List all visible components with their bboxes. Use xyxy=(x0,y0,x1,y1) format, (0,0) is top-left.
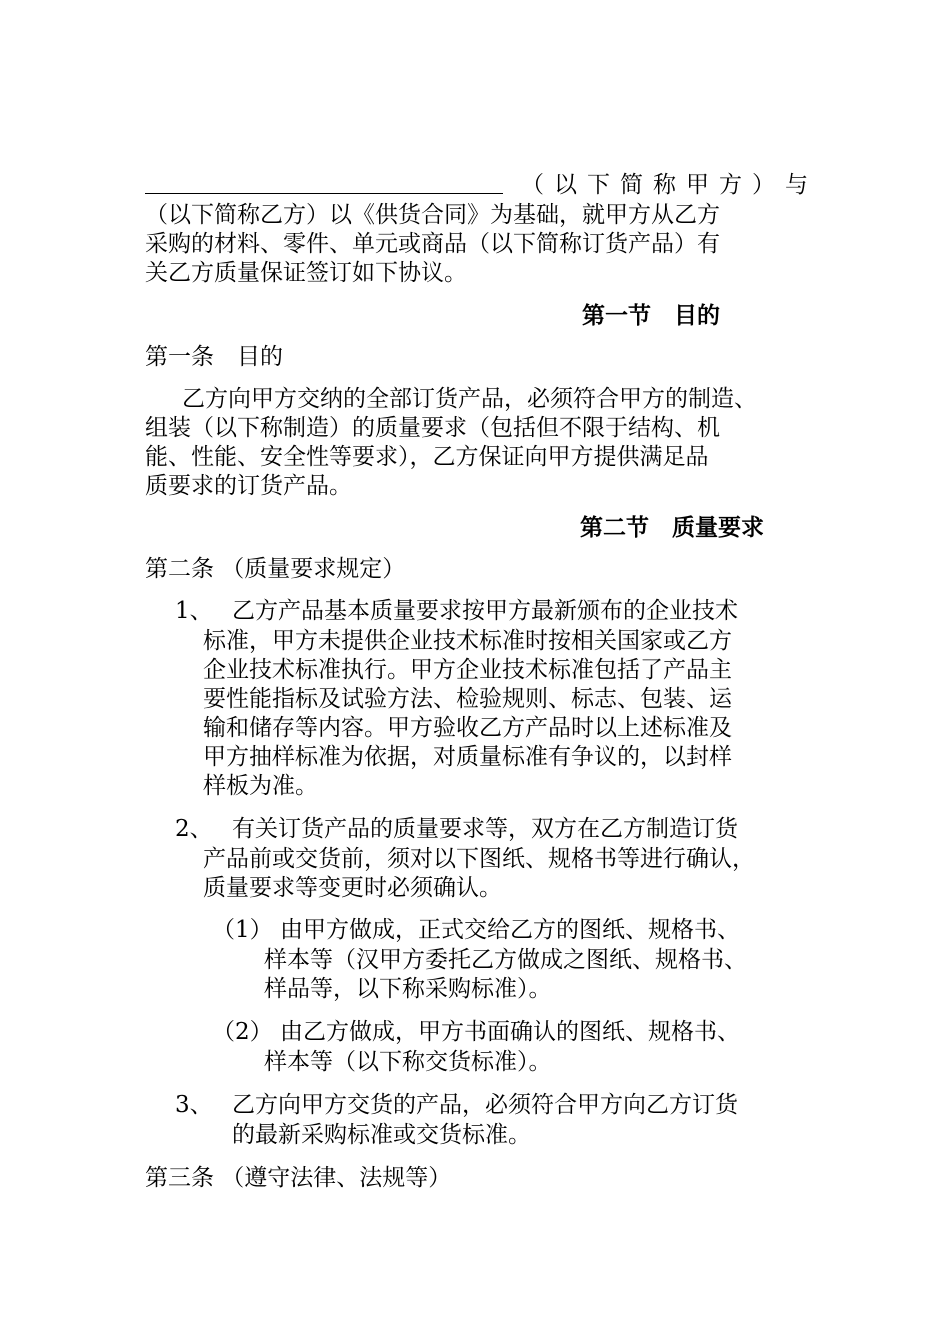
article-2-title: 第二条 （质量要求规定） xyxy=(145,556,406,582)
item-1-line: 标准，甲方未提供企业技术标准时按相关国家或乙方 xyxy=(203,628,732,654)
sub-item-2-line: 样本等（以下称交货标准）。 xyxy=(264,1049,552,1075)
item-3-line: 乙方向甲方交货的产品，必须符合甲方向乙方订货 xyxy=(232,1092,738,1118)
article-1-title: 第一条 目的 xyxy=(145,344,283,370)
item-1-line: 要性能指标及试验方法、检验规则、标志、包装、运 xyxy=(203,686,732,712)
item-1-line: 乙方产品基本质量要求按甲方最新颁布的企业技术 xyxy=(232,598,738,624)
sub-item-1-line: 由甲方做成，正式交给乙方的图纸、规格书、 xyxy=(280,917,740,943)
item-1-line: 企业技术标准执行。甲方企业技术标准包括了产品主 xyxy=(203,657,732,683)
intro-line-2: （以下简称乙方）以《供货合同》为基础，就甲方从乙方 xyxy=(145,202,720,228)
sub-item-2-number: （2） xyxy=(212,1019,273,1045)
item-3-line: 的最新采购标准或交货标准。 xyxy=(232,1122,531,1148)
item-1-line: 样板为准。 xyxy=(203,773,318,799)
item-1-line: 输和储存等内容。甲方验收乙方产品时以上述标准及 xyxy=(203,715,732,741)
sub-item-2-line: 由乙方做成，甲方书面确认的图纸、规格书、 xyxy=(280,1019,740,1045)
article-1-paragraph-line: 乙方向甲方交纳的全部订货产品，必须符合甲方的制造、 xyxy=(182,386,757,412)
article-3-title: 第三条 （遵守法律、法规等） xyxy=(145,1165,452,1191)
intro-line-1-tail: （以下简称甲方）与 xyxy=(521,172,818,198)
sub-item-1-number: （1） xyxy=(212,917,273,943)
item-2-number: 2、 xyxy=(175,816,213,842)
section-1-heading: 第一节 目的 xyxy=(582,303,720,329)
item-3-number: 3、 xyxy=(175,1092,213,1118)
article-1-paragraph-line: 能、性能、安全性等要求），乙方保证向甲方提供满足品 xyxy=(145,444,709,470)
intro-line-3: 采购的材料、零件、单元或商品（以下简称订货产品）有 xyxy=(145,231,720,257)
sub-item-1-line: 样品等，以下称采购标准）。 xyxy=(264,976,552,1002)
party-a-blank-line xyxy=(145,193,503,194)
item-2-line: 产品前或交货前，须对以下图纸、规格书等进行确认， xyxy=(203,846,755,872)
item-2-line: 质量要求等变更时必须确认。 xyxy=(203,875,502,901)
sub-item-1-line: 样本等（汉甲方委托乙方做成之图纸、规格书、 xyxy=(264,947,747,973)
section-2-heading: 第二节 质量要求 xyxy=(580,515,764,541)
intro-line-4: 关乙方质量保证签订如下协议。 xyxy=(145,260,467,286)
item-1-line: 甲方抽样标准为依据，对质量标准有争议的，以封样 xyxy=(203,744,732,770)
article-1-paragraph-line: 组装（以下称制造）的质量要求（包括但不限于结构、机 xyxy=(145,415,720,441)
item-2-line: 有关订货产品的质量要求等，双方在乙方制造订货 xyxy=(232,816,738,842)
item-1-number: 1、 xyxy=(175,598,213,624)
article-1-paragraph-line: 质要求的订货产品。 xyxy=(145,473,352,499)
